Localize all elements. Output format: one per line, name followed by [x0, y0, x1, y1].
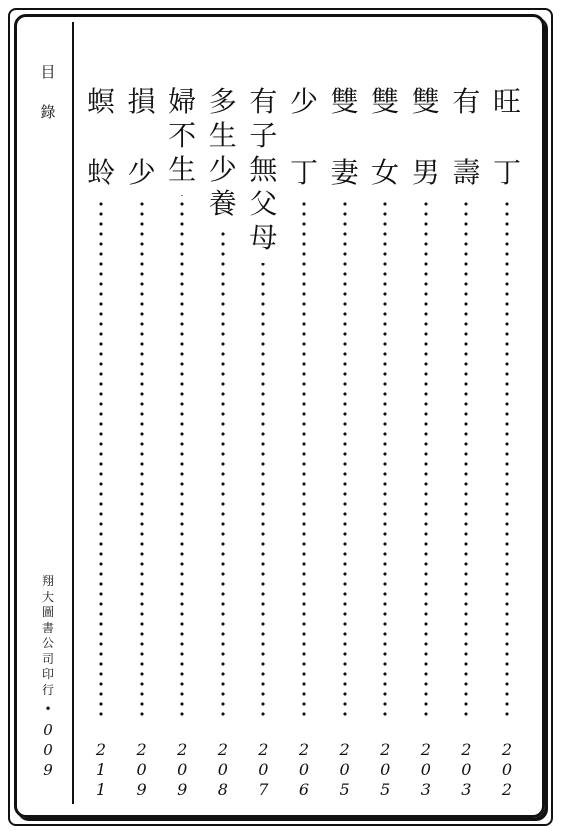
page-digit: 2 [501, 740, 513, 759]
char: 9 [43, 760, 53, 779]
page-digit: 2 [380, 740, 391, 759]
toc-entry[interactable] [125, 85, 159, 805]
leader-dots [180, 195, 184, 719]
toc-entry-title [206, 85, 240, 221]
toc-title-char: 丁 [289, 156, 318, 189]
leader-dots [343, 198, 347, 719]
toc-title-char: 生 [168, 153, 197, 186]
toc-entry[interactable] [246, 85, 280, 805]
page-digit: 1 [95, 760, 107, 779]
page-digit: 8 [217, 780, 228, 799]
char: 大 [41, 589, 54, 604]
toc-entry-page [246, 740, 280, 800]
toc-entry-title [490, 85, 524, 190]
toc-title-char: 雙 [371, 85, 400, 118]
toc-title-char: 雙 [330, 85, 359, 118]
toc-title-char: 蛉 [86, 156, 115, 189]
toc-title-char: 婦 [168, 85, 197, 118]
toc-entry-page [206, 740, 240, 800]
toc-title-char: 生 [208, 119, 237, 152]
page-number-marker: • [44, 702, 52, 716]
leader-dots [424, 198, 428, 719]
page-digit: 2 [95, 740, 107, 759]
toc-title-char: 丁 [492, 156, 521, 189]
char: 公 [41, 636, 54, 650]
page-digit: 0 [339, 760, 350, 779]
char: 書 [41, 620, 54, 635]
toc-title-char: 少 [289, 85, 318, 118]
page-digit: 5 [380, 780, 391, 799]
page-digit: 0 [380, 760, 391, 779]
publisher-imprint [40, 574, 56, 780]
toc-entry-page [328, 740, 362, 800]
toc-entry-title [84, 85, 118, 190]
page-digit: 5 [339, 780, 350, 799]
page-digit: 0 [217, 760, 228, 779]
char: 司 [41, 651, 54, 666]
toc-title-char: 養 [208, 187, 237, 220]
page-digit: 0 [136, 760, 147, 779]
char: 行 [41, 682, 54, 697]
toc-title-char: 旺 [492, 85, 521, 118]
leader-dots [221, 229, 225, 719]
page-digit: 3 [420, 780, 431, 799]
page-digit: 2 [258, 740, 269, 759]
leader-dots [261, 263, 265, 719]
toc-entry-page [368, 740, 402, 800]
char: 印 [41, 667, 54, 681]
toc-entry-page [409, 740, 443, 800]
toc-title-char: 雙 [411, 85, 440, 118]
side-title [39, 52, 57, 132]
page-digit: 1 [95, 780, 107, 799]
leader-dots [505, 198, 509, 719]
toc-entry-page [165, 740, 199, 800]
toc-entry[interactable] [206, 85, 240, 805]
toc-entry-title [125, 85, 159, 190]
page-digit: 9 [177, 780, 188, 799]
toc-title-char: 多 [208, 85, 237, 118]
toc-title-char: 妻 [330, 156, 359, 189]
char: 0 [43, 720, 53, 739]
char: 錄 [40, 103, 56, 121]
leader-dots [383, 198, 387, 719]
toc-entry[interactable] [449, 85, 483, 805]
page-digit: 2 [461, 740, 472, 759]
side-margin-rule [72, 22, 74, 804]
page-digit: 2 [298, 740, 310, 759]
page-number [40, 720, 56, 780]
toc-title-char: 母 [249, 221, 278, 254]
toc-entry-page [287, 740, 321, 800]
page-digit: 0 [461, 760, 472, 779]
page-digit: 0 [501, 760, 513, 779]
toc-title-char: 少 [127, 156, 156, 189]
page-digit: 7 [258, 780, 269, 799]
toc-title-char: 有 [249, 85, 278, 118]
char: 目 [40, 63, 56, 81]
toc-title-char: 損 [127, 85, 156, 118]
toc-entry[interactable] [490, 85, 524, 805]
toc-entry-page [449, 740, 483, 800]
page-digit: 2 [501, 780, 513, 799]
page-digit: 6 [298, 780, 310, 799]
toc-entry-title [287, 85, 321, 190]
toc-entry[interactable] [409, 85, 443, 805]
page-digit: 2 [420, 740, 431, 759]
page-digit: 2 [136, 740, 147, 759]
page-digit: 0 [420, 760, 431, 779]
page-digit: 0 [298, 760, 310, 779]
page-digit: 0 [177, 760, 188, 779]
char: 圖 [41, 605, 54, 619]
leader-dots [464, 198, 468, 719]
toc-entry-title [328, 85, 362, 190]
toc-entry[interactable] [328, 85, 362, 805]
leader-dots [302, 198, 306, 719]
publisher-name [40, 574, 56, 698]
toc-title-char: 男 [411, 156, 440, 189]
toc-entry[interactable] [287, 85, 321, 805]
toc-entry-title [165, 85, 199, 187]
toc-title-char: 女 [371, 156, 400, 189]
page-digit: 2 [217, 740, 228, 759]
leader-dots [140, 198, 144, 719]
char: 翔 [41, 574, 54, 588]
toc-entry-title [368, 85, 402, 190]
toc-title-char: 無 [249, 153, 278, 186]
toc-title-char: 少 [208, 153, 237, 186]
char: 0 [43, 740, 53, 759]
toc-entry-title [409, 85, 443, 190]
toc-entry[interactable] [165, 85, 199, 805]
toc-entry-page [125, 740, 159, 800]
toc-title-char: 不 [168, 119, 197, 152]
toc-entry[interactable] [368, 85, 402, 805]
page-digit: 2 [339, 740, 350, 759]
toc-title-char: 壽 [452, 156, 481, 189]
toc-title-char: 子 [249, 119, 278, 152]
toc-title-char: 有 [452, 85, 481, 118]
toc-entry-title [449, 85, 483, 190]
page-digit: 3 [461, 780, 472, 799]
page-digit: 9 [136, 780, 147, 799]
page-digit: 0 [258, 760, 269, 779]
toc-entry-page [490, 740, 524, 800]
page-digit: 2 [177, 740, 188, 759]
toc-entry[interactable] [84, 85, 118, 805]
toc-title-char: 父 [249, 187, 278, 220]
toc-title-char: 螟 [86, 85, 115, 118]
leader-dots [99, 198, 103, 719]
toc-entry-page [84, 740, 118, 800]
toc-entry-title [246, 85, 280, 255]
